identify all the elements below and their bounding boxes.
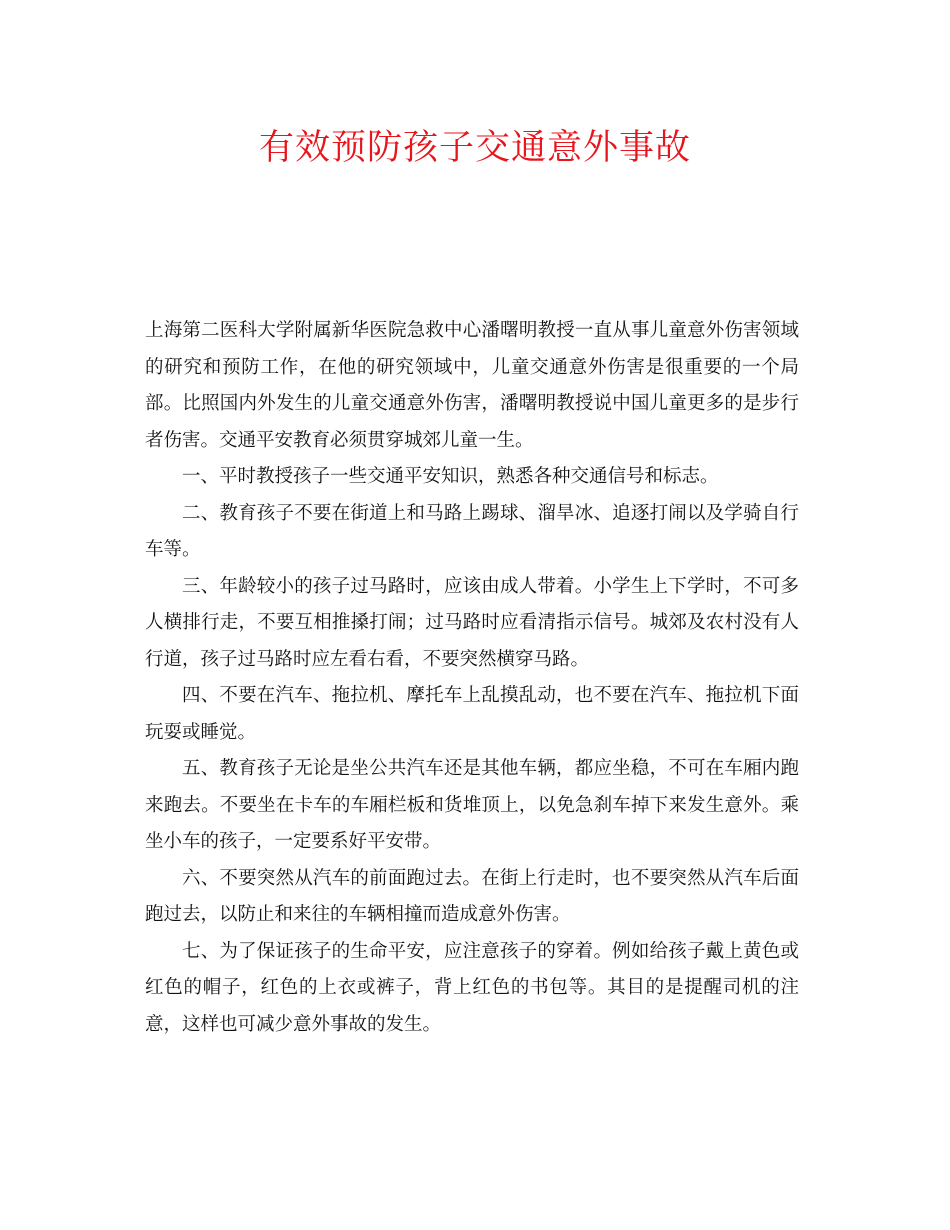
- tip-paragraph-5: 五、教育孩子无论是坐公共汽车还是其他车辆，都应坐稳，不可在车厢内跑来跑去。不要坐在卡车的车厢栏板和货堆顶上，以免急刹车掉下来发生意外。乘坐小车的孩子，一定要系好平安带。: [145, 758, 799, 852]
- document-body: [145, 313, 799, 1043]
- intro-paragraph: 上海第二医科大学附属新华医院急救中心潘曙明教授一直从事儿童意外伤害领域的研究和预防工作，在他的研究领域中，儿童交通意外伤害是很重要的一个局部。比照国内外发生的儿童交通意外伤害，潘曙明教授说中国儿童更多的是步行者伤害。交通平安教育必须贯穿城郊儿童一生。: [145, 320, 799, 451]
- document-title: 有效预防孩子交通意外事故: [258, 128, 691, 168]
- tip-paragraph-2: 二、教育孩子不要在街道上和马路上踢球、溜旱冰、追逐打闹以及学骑自行车等。: [145, 502, 799, 560]
- tip-paragraph-1: 一、平时教授孩子一些交通平安知识，熟悉各种交通信号和标志。: [182, 466, 719, 487]
- tip-paragraph-7: 七、为了保证孩子的生命平安，应注意孩子的穿着。例如给孩子戴上黄色或红色的帽子，红色的上衣或裤子，背上红色的书包等。其目的是提醒司机的注意，这样也可减少意外事故的发生。: [145, 940, 799, 1035]
- tip-paragraph-4: 四、不要在汽车、拖拉机、摩托车上乱摸乱动，也不要在汽车、拖拉机下面玩耍或睡觉。: [145, 685, 799, 743]
- tip-paragraph-6: 六、不要突然从汽车的前面跑过去。在街上行走时，也不要突然从汽车后面跑过去，以防止和来往的车辆相撞而造成意外伤害。: [145, 867, 799, 925]
- tip-paragraph-3: 三、年龄较小的孩子过马路时，应该由成人带着。小学生上下学时，不可多人横排行走，不要互相推搡打闹；过马路时应看清指示信号。城郊及农村没有人行道，孩子过马路时应左看右看，不要突然横穿马路。: [145, 575, 799, 670]
